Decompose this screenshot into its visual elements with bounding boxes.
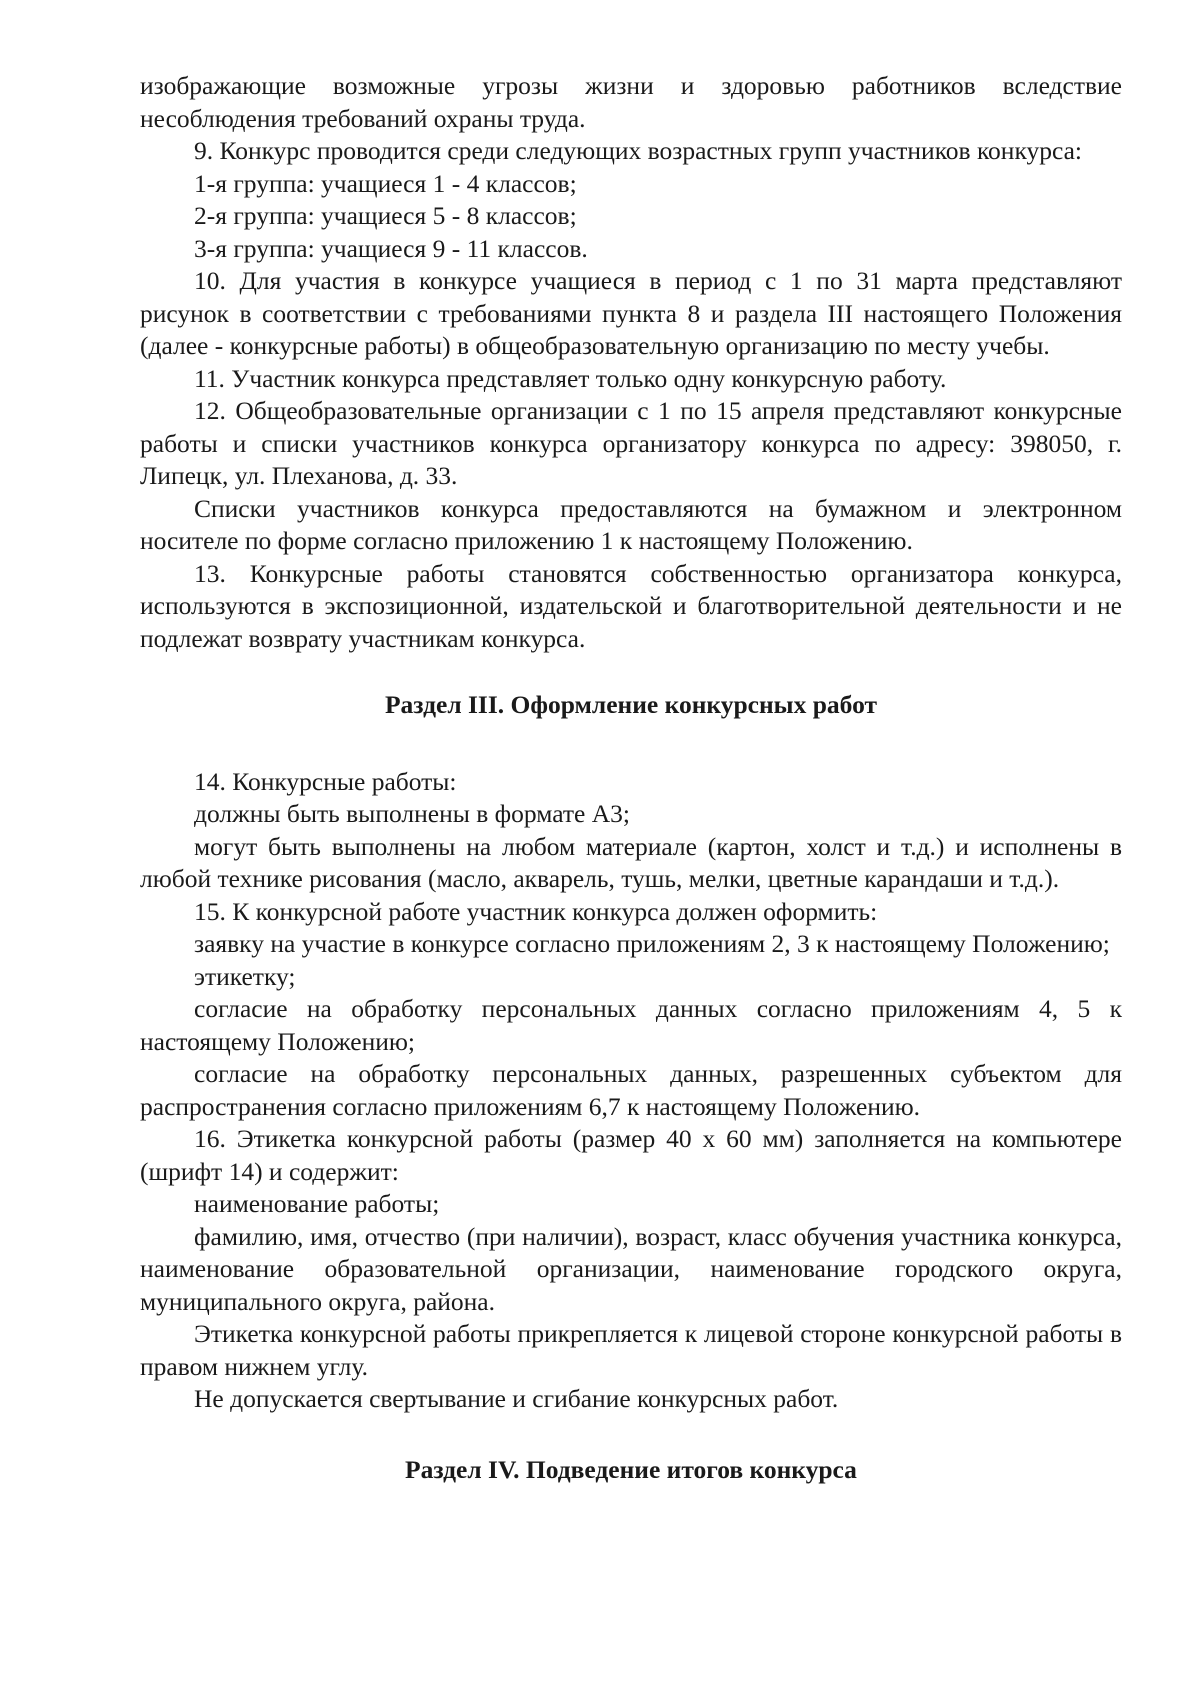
paragraph-16: 16. Этикетка конкурсной работы (размер 40 х 60 мм) заполняется на компьютере (шрифт 14) и содержит: bbox=[140, 1124, 1122, 1186]
paragraph-10: 10. Для участия в конкурсе учащиеся в период с 1 по 31 марта представляют рисунок в соответствии с требованиями пункта 8 и раздела III настоящего Положения (далее - конкурсные работы) в общеобразовательную организацию по месту учебы. bbox=[140, 266, 1122, 360]
paragraph-9: 9. Конкурс проводится среди следующих возрастных групп участников конкурса: bbox=[194, 136, 1083, 165]
group-1: 1-я группа: учащиеся 1 - 4 классов; bbox=[194, 168, 577, 198]
paragraph-16-participant: фамилию, имя, отчество (при наличии), возраст, класс обучения участника конкурса, наименование образовательной организации, наименование городского округа, муниципального округа, района. bbox=[140, 1221, 1122, 1316]
paragraph-16-title: наименование работы; bbox=[194, 1189, 440, 1218]
paragraph-14-format: должны быть выполнены в формате А3; bbox=[194, 799, 630, 828]
paragraph-15-consent-distribution: согласие на обработку персональных данных, разрешенных субъектом для распространения согласно приложениям 6,7 к настоящему Положению. bbox=[140, 1059, 1122, 1121]
paragraph-16-attach: Этикетка конкурсной работы прикрепляется к лицевой стороне конкурсной работы в правом нижнем углу. bbox=[140, 1319, 1122, 1381]
section-4-heading: Раздел IV. Подведение итогов конкурса bbox=[405, 1454, 857, 1484]
paragraph-11: 11. Участник конкурса представляет только одну конкурсную работу. bbox=[194, 363, 947, 393]
paragraph-15: 15. К конкурсной работе участник конкурса должен оформить: bbox=[194, 896, 878, 926]
paragraph-13: 13. Конкурсные работы становятся собственностью организатора конкурса, используются в экспозиционной, издательской и благотворительной деятельности и не подлежат возврату участникам конкурса. bbox=[140, 558, 1122, 653]
paragraph-12-lists: Списки участников конкурса предоставляются на бумажном и электронном носителе по форме согласно приложению 1 к настоящему Положению. bbox=[140, 493, 1122, 555]
paragraph-15-application: заявку на участие в конкурсе согласно приложениям 2, 3 к настоящему Положению; bbox=[194, 929, 1110, 958]
section-3-body bbox=[140, 766, 1122, 1416]
paragraph-12: 12. Общеобразовательные организации с 1 по 15 апреля представляют конкурсные работы и списки участников конкурса организатору конкурса по адресу: 398050, г. Липецк, ул. Плеханова, д. 33. bbox=[140, 396, 1122, 490]
paragraph-15-label: этикетку; bbox=[194, 961, 296, 991]
section-3-heading: Раздел III. Оформление конкурсных работ bbox=[384, 690, 878, 719]
paragraph-15-consent: согласие на обработку персональных данных согласно приложениям 4, 5 к настоящему Положению; bbox=[140, 994, 1122, 1056]
paragraph-16-no-folding: Не допускается свертывание и сгибание конкурсных работ. bbox=[194, 1384, 839, 1413]
document-page bbox=[140, 70, 1122, 1486]
paragraphs-before bbox=[140, 70, 1122, 655]
paragraph-14: 14. Конкурсные работы: bbox=[194, 766, 457, 796]
paragraph-14-material: могут быть выполнены на любом материале (картон, холст и т.д.) и исполнены в любой технике рисования (масло, акварель, тушь, мелки, цветные карандаши и т.д.). bbox=[140, 831, 1122, 893]
group-2: 2-я группа: учащиеся 5 - 8 классов; bbox=[194, 201, 577, 230]
group-3: 3-я группа: учащиеся 9 - 11 классов. bbox=[194, 233, 588, 263]
paragraph-continuation: изображающие возможные угрозы жизни и здоровью работников вследствие несоблюдения требований охраны труда. bbox=[140, 71, 1122, 133]
